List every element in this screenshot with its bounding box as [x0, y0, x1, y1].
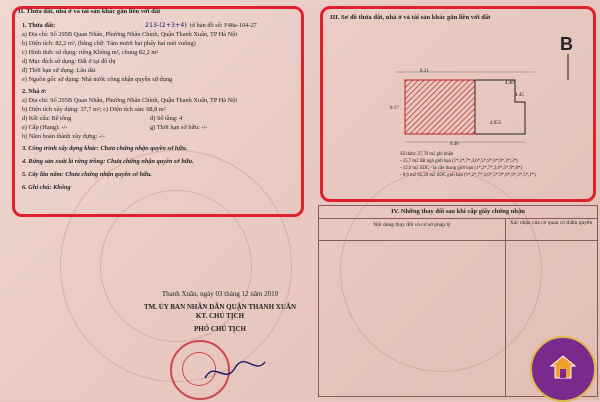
perennial-trees: 5. Cây lâu năm: Chưa chứng nhận quyền sở hữu.: [22, 171, 152, 178]
signature-block: [120, 290, 320, 334]
column-header-authority-confirmation: Xác nhận của cơ quan có thẩm quyền: [509, 220, 593, 226]
column-header-change-content: Nội dung thay đổi và cơ sở pháp lý: [373, 222, 451, 228]
section-2-heading: II. Thửa đất, nhà ở và tài sản khác gắn liền với đất: [18, 8, 161, 15]
plan-legend-line: Số thửa: 37,70 m2 ghi nhận: [400, 152, 454, 157]
land-address: a) Địa chỉ: Số 295B Quan Nhân, Phường Nhân Chính, Quận Thanh Xuân, TP Hà Nội: [22, 31, 238, 38]
other-construction: 3. Công trình xây dựng khác: Chưa chứng nhận quyền sở hữu.: [22, 145, 188, 152]
land-use-purpose: d) Mục đích sử dụng: Đất ở tại đô thị: [22, 58, 116, 65]
signatory-role: KT. CHỦ TỊCH: [195, 312, 245, 320]
section-4-heading: IV. Những thay đổi sau khi cấp giấy chứng nhận: [391, 208, 525, 215]
plan-legend-line: - 12,0 m2 SDC - là cầu thang giới hạn (1*,2*,7*,3,6*,5*,9*,8*): [400, 166, 522, 171]
table-divider: [319, 240, 597, 241]
issuing-authority: TM. ỦY BAN NHÂN DÂN QUẬN THANH XUÂN: [143, 303, 297, 311]
house-address: a) Địa chỉ: Số 295B Quan Nhân, Phường Nhân Chính, Quận Thanh Xuân, TP Hà Nội: [22, 97, 238, 104]
table-divider: [319, 218, 597, 219]
issue-date: Thanh Xuân, ngày 03 tháng 12 năm 2010: [161, 290, 279, 298]
land-use-origin: e) Nguồn gốc sử dụng: Nhà nước công nhận quyền sử dụng: [22, 76, 173, 83]
dimension-top: 8.21: [420, 69, 429, 74]
table-column-divider: [505, 218, 506, 396]
land-parcel-number: 213-(2+3+4): [145, 22, 187, 29]
house-heading: 2. Nhà ở:: [22, 88, 47, 95]
house-grade: e) Cấp (Hạng): -/-: [22, 124, 68, 131]
north-arrow-icon: [558, 52, 578, 82]
land-parcel-label: 1. Thửa đất:: [22, 22, 56, 29]
house-floors: đ) Số tầng: 4: [150, 115, 183, 122]
house-ownership-term: g) Thời hạn sở hữu: -/-: [150, 124, 208, 131]
house-icon: [549, 354, 577, 380]
company-logo: [530, 336, 596, 402]
dimension-bottom: 8.46: [450, 142, 459, 147]
house-area: b) Diện tích xây dựng: 37,7 m²; c) Diện tích sàn: 68,8 m²: [22, 106, 166, 113]
land-use-term: đ) Thời hạn sử dụng: Lâu dài: [22, 67, 96, 74]
signatory-title: PHÓ CHỦ TỊCH: [194, 325, 246, 333]
dimension-step: 4.40: [505, 81, 514, 86]
house-completion-year: h) Năm hoàn thành xây dựng: -/-: [22, 133, 105, 140]
dimension-left: 8.17: [390, 106, 399, 111]
north-arrow-label: B: [560, 34, 573, 54]
plan-legend-line: - 0,6 m2 82,20 m2 SDC giới hạn (1*,2*,7*,3,6*,5*,9*,8*,9*,3*,5*,1*): [400, 173, 536, 178]
land-use-form: c) Hình thức sử dụng: riêng Không m², chung 82,2 m²: [22, 49, 159, 56]
house-structure: d) Kết cấu: Bê tông: [22, 115, 72, 122]
dimension-inner: 4.955: [490, 121, 502, 126]
plan-legend-line: - 25,7 m2 đất ngõ giới hạn (1*,2*,7*,3,6*,5*,9*,8*,9*,3*,5*): [400, 159, 518, 164]
handwritten-signature: [200, 350, 270, 390]
notes: 6. Ghi chú: Không: [22, 184, 71, 191]
production-forest: 4. Rừng sản xuất là rừng trồng: Chưa chứng nhận quyền sở hữu.: [22, 158, 194, 165]
map-sheet-number: tờ bản đồ số: F48a-104-27: [190, 22, 257, 29]
land-area: b) Diện tích: 82,2 m², (bằng chữ: Tám mươi hai phẩy hai mét vuông): [22, 40, 196, 47]
section-3-heading: III. Sơ đồ thửa đất, nhà ở và tài sản khác gắn liền với đất: [330, 14, 491, 21]
dimension-right: 4.45: [515, 93, 524, 98]
